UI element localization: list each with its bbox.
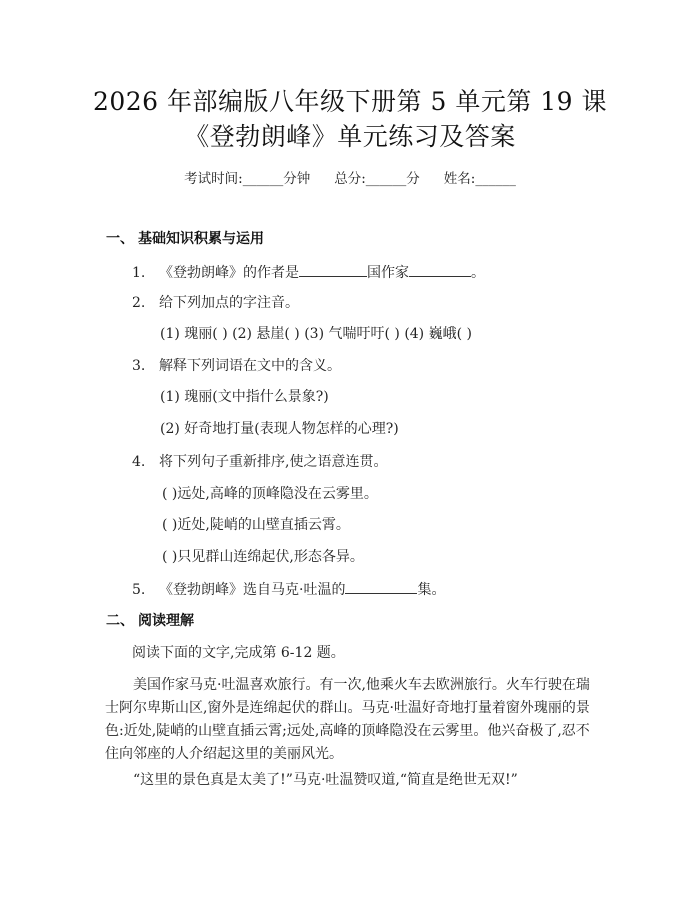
answer-blank bbox=[409, 262, 471, 277]
section-number: 一、 bbox=[106, 231, 134, 247]
reading-paragraph-2: “这里的景色真是太美了!”马克·吐温赞叹道,“简直是绝世无双!” bbox=[133, 772, 518, 788]
answer-blank bbox=[299, 262, 367, 277]
time-blank: ______ bbox=[242, 171, 284, 187]
question-3-sub-2: (2) 好奇地打量(表现人物怎样的心理?) bbox=[160, 421, 399, 437]
section-number: 二、 bbox=[106, 613, 134, 629]
question-text: 《登勃朗峰》选自马克·吐温的 bbox=[159, 582, 346, 598]
score-blank: ______ bbox=[365, 171, 407, 187]
question-text: 《登勃朗峰》的作者是 bbox=[159, 265, 299, 281]
question-2-sub: (1) 瑰丽( ) (2) 悬崖( ) (3) 气喘吁吁( ) (4) 巍峨( ) bbox=[160, 326, 472, 342]
section-heading-1 bbox=[106, 229, 264, 249]
page-title-line1: 2026 年部编版八年级下册第 5 单元第 19 课 bbox=[92, 87, 608, 116]
question-5 bbox=[132, 579, 445, 600]
question-text: 集。 bbox=[417, 582, 446, 598]
section-title: 基础知识积累与运用 bbox=[138, 231, 264, 247]
name-label: 姓名: bbox=[443, 171, 476, 187]
exam-info-line bbox=[0, 169, 700, 189]
question-4 bbox=[132, 452, 387, 472]
question-3-sub-1: (1) 瑰丽(文中指什么景象?) bbox=[160, 389, 329, 405]
question-4-sub-2: ( )近处,陡峭的山壁直插云霄。 bbox=[162, 517, 350, 533]
reading-paragraph-1: 美国作家马克·吐温喜欢旅行。有一次,他乘火车去欧洲旅行。火车行驶在瑞士阿尔卑斯山区,窗外是连绵起伏的群山。马克·吐温好奇地打量着窗外瑰丽的景色:近处,陡峭的山壁直插云霄;远处,高峰的顶峰隐没在云雾里。他兴奋极了,忍不住向邻座的人介绍起这里的美丽风光。 bbox=[105, 677, 590, 762]
time-label: 考试时间: bbox=[184, 171, 243, 187]
question-4-sub-1: ( )远处,高峰的顶峰隐没在云雾里。 bbox=[162, 486, 378, 502]
name-blank: ______ bbox=[475, 171, 516, 187]
question-number: 3. bbox=[132, 358, 146, 374]
question-number: 1. bbox=[132, 265, 146, 281]
question-number: 4. bbox=[132, 454, 146, 470]
question-text: 。 bbox=[471, 265, 485, 281]
question-text: 解释下列词语在文中的含义。 bbox=[159, 358, 341, 374]
score-unit: 分 bbox=[406, 171, 420, 187]
question-4-sub-3: ( )只见群山连绵起伏,形态各异。 bbox=[162, 549, 364, 565]
question-1 bbox=[132, 262, 485, 283]
question-3 bbox=[132, 356, 341, 376]
reading-intro: 阅读下面的文字,完成第 6-12 题。 bbox=[132, 645, 345, 661]
time-unit: 分钟 bbox=[283, 171, 311, 187]
question-text: 给下列加点的字注音。 bbox=[159, 295, 299, 311]
section-title: 阅读理解 bbox=[138, 613, 194, 629]
score-label: 总分: bbox=[334, 171, 366, 187]
question-number: 2. bbox=[132, 295, 146, 311]
question-2 bbox=[132, 293, 299, 313]
page-title-line2: 《登勃朗峰》单元练习及答案 bbox=[184, 122, 516, 151]
question-number: 5. bbox=[132, 582, 146, 598]
question-text: 将下列句子重新排序,使之语意连贯。 bbox=[159, 454, 388, 470]
answer-blank bbox=[345, 579, 417, 594]
question-text: 国作家 bbox=[367, 265, 409, 281]
section-heading-2 bbox=[106, 611, 194, 631]
